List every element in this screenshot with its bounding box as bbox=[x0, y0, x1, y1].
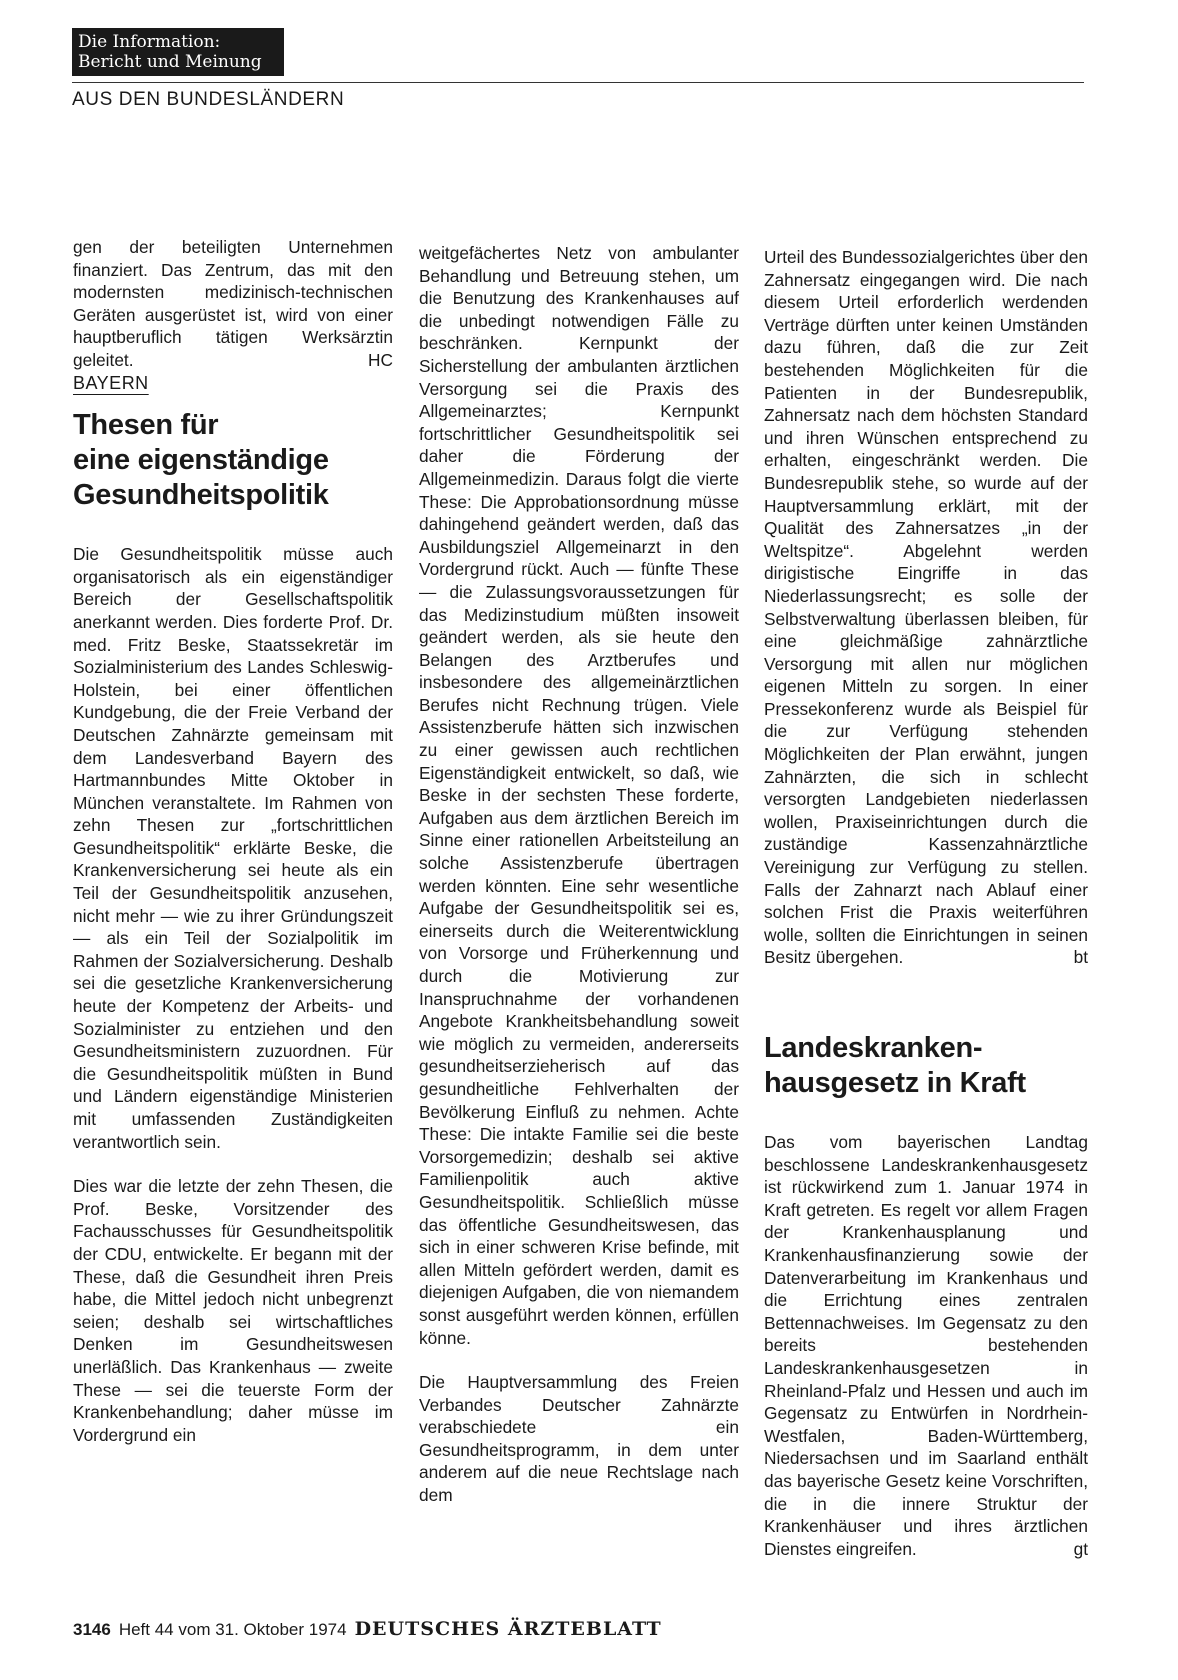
article-signature: bt bbox=[1073, 947, 1088, 968]
intro-signature: HC bbox=[368, 349, 393, 370]
section-header-box bbox=[72, 28, 284, 76]
headline-line-1: Thesen für bbox=[73, 409, 219, 442]
second-article-headline bbox=[764, 1031, 1088, 1101]
masthead: DEUTSCHES ÄRZTEBLATT bbox=[354, 1618, 662, 1640]
section-label: AUS DEN BUNDESLÄNDERN bbox=[72, 89, 345, 110]
header-box-line1: Die Information: bbox=[78, 32, 221, 52]
column-1 bbox=[73, 236, 393, 1446]
article-paragraph-4: Die Hauptversammlung des Freien Verbandes Deutscher Zahnärzte verabschiedete ein Gesundheitsprogramm, in dem unter anderem auf die neue Rechtslage nach dem bbox=[419, 1372, 739, 1506]
article-paragraph-2: Dies war die letzte der zehn Thesen, die Prof. Beske, Vorsitzender des Fachausschusses für Gesundheitspolitik der CDU, entwickelte. Er begann mit der These, daß die Gesundheit ihren Preis habe, die Mittel jedoch nicht unbegrenzt seien; deshalb sei wirtschaftliches Denken im Gesundheitswesen unerläßlich. Das Krankenhaus — zweite These — sei die teuerste Form der Krankenbehandlung; daher müsse im Vordergrund ein bbox=[73, 1176, 393, 1445]
issue-info: Heft 44 vom 31. Oktober 1974 bbox=[118, 1620, 347, 1639]
second-headline-line-1: Landeskranken- bbox=[764, 1032, 983, 1064]
second-article-signature: gt bbox=[1073, 1538, 1088, 1559]
article-paragraph-3: weitgefächertes Netz von ambulanter Behandlung und Betreuung stehen, um die Benutzung des Krankenhauses auf die unbedingt notwendigen Fälle zu beschränken. Kernpunkt der Sicherstellung der ambulanten ärztlichen Versorgung sei die Praxis des Allgemeinarztes; Kernpunkt fortschrittlicher Gesundheitspolitik sei daher die Förderung der Allgemeinmedizin. Daraus folgt die vierte These: Die Approbationsordnung müsse dahingehend geändert werden, daß das Ausbildungsziel Allgemeinarzt in den Vordergrund rückt. Auch — fünfte These — die Zulassungsvoraussetzungen für das Medizinstudium müßten insoweit geändert werden, als sie heute den Belangen des Arztberufes und insbesondere des allgemeinärztlichen Berufes nicht Rechnung trügen. Viele Assistenzberufe hätten sich inzwischen zu einer gewissen auch rechtlichen Eigenständigkeit entwickelt, so daß, wie Beske in der sechsten These forderte, Aufgaben aus dem ärztlichen Bereich im Sinne einer rationellen Arbeitsteilung an solche Assistenzberufe übertragen werden könnten. Eine sehr wesentliche Aufgabe der Gesundheitspolitik sei es, einerseits durch die Weiterentwicklung von Vorsorge und Früherkennung und durch die Motivierung zur Inanspruchnahme der vorhandenen Angebote Krankheitsbehandlung soweit wie möglich zu vermeiden, andererseits gesundheitserzieherisch auf das gesundheitliche Fehlverhalten der Bevölkerung Einfluß zu nehmen. Achte These: Die intakte Familie sei die beste Vorsorgemedizin; deshalb sei aktive Familienpolitik auch aktive Gesundheitspolitik. Schließlich müsse das öffentliche Gesundheitswesen, das sich in einer schweren Krise befinde, mit allen Mitteln gefördert werden, damit es diejenigen Aufgaben, die von niemandem sonst ausgeführt werden können, erfüllen könne. bbox=[419, 243, 739, 1348]
paragraph-5-text: Urteil des Bundessozialgerichtes über den Zahnersatz eingegangen wird. Die nach diesem Urteil erforderlich werdenden Verträge dürften unter keinen Umständen dazu führen, daß die zur Zeit bestehenden Möglichkeiten für die Patienten in der Bundesrepublik, Zahnersatz nach dem höchsten Standard und ihren Wünschen entsprechend zu erhalten, eingeschränkt werden. Die Bundesrepublik stehe, so wurde auf der Hauptversammlung erklärt, mit der Qualität des Zahnersatzes „in der Weltspitze“. Abgelehnt werden dirigistische Eingriffe in das Niederlassungsrecht; es solle der Selbstverwaltung überlassen bleiben, für eine gleichmäßige zahnärztliche Versorgung mit allen nur möglichen eigenen Mitteln zu sorgen. In einer Pressekonferenz wurde als Beispiel für die zur Verfügung stehenden Möglichkeiten der Plan erwähnt, jungen Zahnärzten, die sich in schlecht versorgten Landgebieten niederlassen wollen, Praxiseinrichtungen durch die zuständige Kassenzahnärztliche Vereinigung zur Verfügung zu stellen. Falls der Zahnarzt nach Ablauf einer solchen Frist die Praxis weiterführen wolle, sollten die Einrichtungen in seinen Besitz übergehen. bbox=[764, 247, 1088, 968]
column-3 bbox=[764, 246, 1088, 1560]
second-headline-line-2: hausgesetz in Kraft bbox=[764, 1067, 1026, 1099]
intro-text: gen der beteiligten Unternehmen finanziert. Das Zentrum, das mit den modernsten medizinisch-technischen Geräten ausgerüstet ist, wird von einer hauptberuflich tätigen Werksärztin geleitet. bbox=[73, 237, 393, 370]
page-footer bbox=[73, 1618, 662, 1640]
headline-line-2: eine eigenständige bbox=[73, 444, 329, 477]
column-2 bbox=[419, 242, 739, 1507]
intro-paragraph bbox=[73, 236, 393, 372]
header-divider bbox=[72, 82, 1084, 83]
second-article-paragraph bbox=[764, 1131, 1088, 1560]
region-kicker: BAYERN bbox=[73, 372, 149, 393]
article-paragraph-1: Die Gesundheitspolitik müsse auch organisatorisch als ein eigenständiger Bereich der Gesellschaftspolitik anerkannt werden. Dies forderte Prof. Dr. med. Fritz Beske, Staatssekretär im Sozialministerium des Landes Schleswig-Holstein, bei einer öffentlichen Kundgebung, die der Freie Verband der Deutschen Zahnärzte gemeinsam mit dem Landesverband Bayern des Hartmannbundes Mitte Oktober in München veranstaltete. Im Rahmen von zehn Thesen zur „fortschrittlichen Gesundheitspolitik“ erklärte Beske, die Krankenversicherung sei heute als ein Teil der Gesundheitspolitik anzusehen, nicht mehr — wie zu ihrer Gründungszeit — als ein Teil der Sozialpolitik im Rahmen der Sozialversicherung. Deshalb sei die gesetzliche Krankenversicherung heute der Kompetenz der Arbeits- und Sozialminister zu entziehen und den Gesundheitsministern zuzuordnen. Für die Gesundheitspolitik müßten in Bund und Ländern eigenständige Ministerien mit umfassenden Zuständigkeiten verantwortlich sein. bbox=[73, 544, 393, 1152]
article-paragraph-5 bbox=[764, 246, 1088, 969]
article-headline bbox=[73, 408, 393, 513]
header-box-line2: Bericht und Meinung bbox=[78, 52, 262, 72]
page-number: 3146 bbox=[73, 1620, 111, 1639]
second-paragraph-text: Das vom bayerischen Landtag beschlossene Landeskrankenhausgesetz ist rückwirkend zum 1. Januar 1974 in Kraft getreten. Es regelt vor allem Fragen der Krankenhausplanung und Krankenhausfinanzierung sowie der Datenverarbeitung im Krankenhaus und die Errichtung eines zentralen Bettennachweises. Im Gegensatz zu den bereits bestehenden Landeskrankenhausgesetzen in Rheinland-Pfalz und Hessen und auch im Gegensatz zu Entwürfen in Nordrhein-Westfalen, Baden-Württemberg, Niedersachsen und im Saarland enthält das bayerische Gesetz keine Vorschriften, die in die innere Struktur der Krankenhäuser und ihres ärztlichen Dienstes eingreifen. bbox=[764, 1132, 1088, 1559]
headline-line-3: Gesundheitspolitik bbox=[73, 479, 329, 512]
